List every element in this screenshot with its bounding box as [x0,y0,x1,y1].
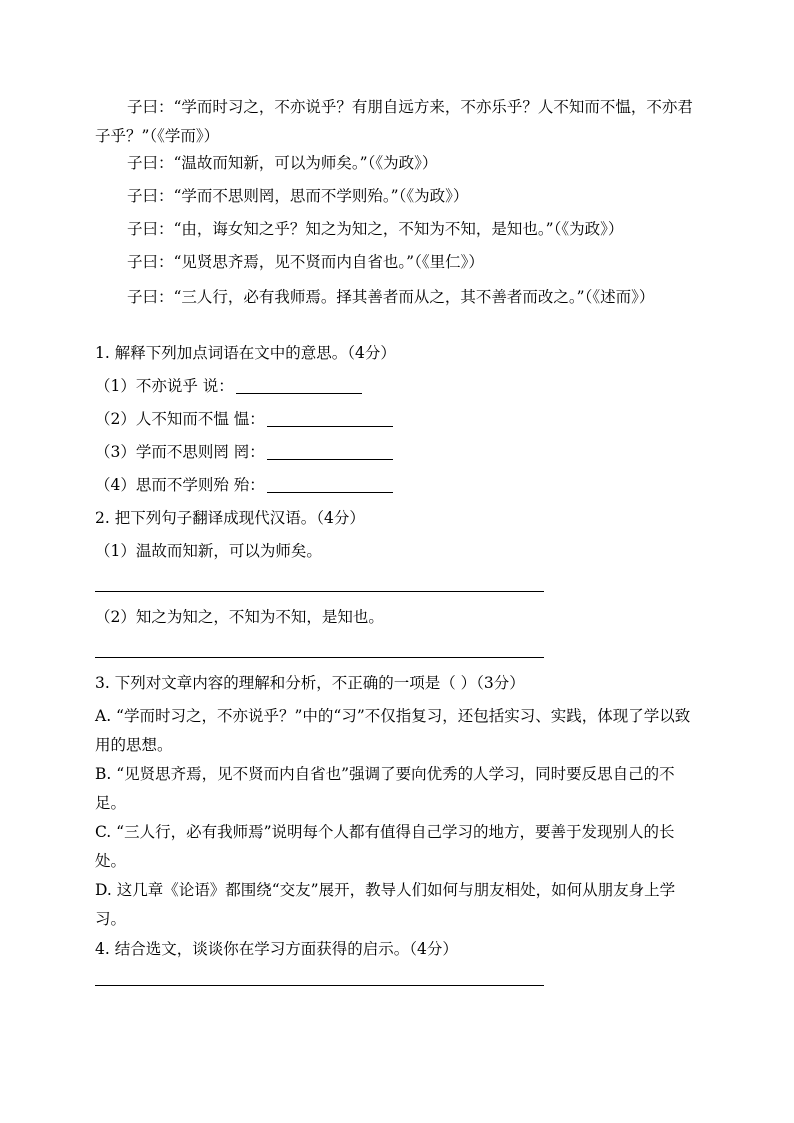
answer-line-q2-1[interactable] [95,591,544,592]
question-1-title: 1. 解释下列加点词语在文中的意思。（4分） [95,344,396,362]
question-3-option-c: C. “三人行，必有我师焉”说明每个人都有值得自己学习的地方，要善于发现别人的长处。 [95,823,675,870]
passage-line-1: 子曰：“学而时习之，不亦说乎？有朋自远方来，不亦乐乎？人不知而不愠，不亦君子乎？”（《学而》） [95,98,693,145]
answer-line-q4[interactable] [95,985,544,986]
passage-line-5: 子曰：“见贤思齐焉，见不贤而内自省也。”（《里仁》） [127,253,484,271]
question-3-option-b: B. “见贤思齐焉，见不贤而内自省也”强调了要向优秀的人学习，同时要反思自己的不足。 [95,765,675,812]
answer-blank-2[interactable] [267,410,393,427]
question-2-item-1: （1）温故而知新，可以为师矣。 [95,542,322,560]
question-3-option-d: D. 这几章《论语》都围绕“交友”展开，教导人们如何与朋友相处，如何从朋友身上学习。 [95,881,676,928]
question-1-item-4-label: （4）思而不学则殆 殆： [95,476,265,494]
passage-line-3: 子曰：“学而不思则罔，思而不学则殆。”（《为政》） [127,187,469,205]
question-1-item-1-label: （1）不亦说乎 说： [95,377,234,395]
question-2-title: 2. 把下列句子翻译成现代汉语。（4分） [95,509,365,527]
question-2-item-2: （2）知之为知之，不知为不知，是知也。 [95,608,384,626]
question-1-item-3-label: （3）学而不思则罔 罔： [95,443,265,461]
question-3-title: 3. 下列对文章内容的理解和分析，不正确的一项是（ ）（3分） [95,674,525,692]
answer-blank-4[interactable] [267,476,393,493]
passage-line-6: 子曰：“三人行，必有我师焉。择其善者而从之，其不善者而改之。”（《述而》） [127,288,655,306]
answer-line-q2-2[interactable] [95,657,544,658]
passage-line-4: 子曰：“由，诲女知之乎？知之为知之，不知为不知，是知也。”（《为政》） [127,220,624,238]
question-1-item-4 [95,474,393,496]
passage-line-2: 子曰：“温故而知新，可以为师矣。”（《为政》） [127,154,438,172]
question-4-title: 4. 结合选文，谈谈你在学习方面获得的启示。（4分） [95,940,458,958]
question-1-item-2-label: （2）人不知而不愠 愠： [95,410,265,428]
question-1-item-2 [95,408,393,430]
answer-blank-3[interactable] [267,443,393,460]
question-1-item-1 [95,375,362,397]
question-1-item-3 [95,441,393,463]
question-3-option-a: A. “学而时习之，不亦说乎？”中的“习”不仅指复习，还包括实习、实践，体现了学以致用的思想。 [95,707,691,754]
answer-blank-1[interactable] [236,377,362,394]
